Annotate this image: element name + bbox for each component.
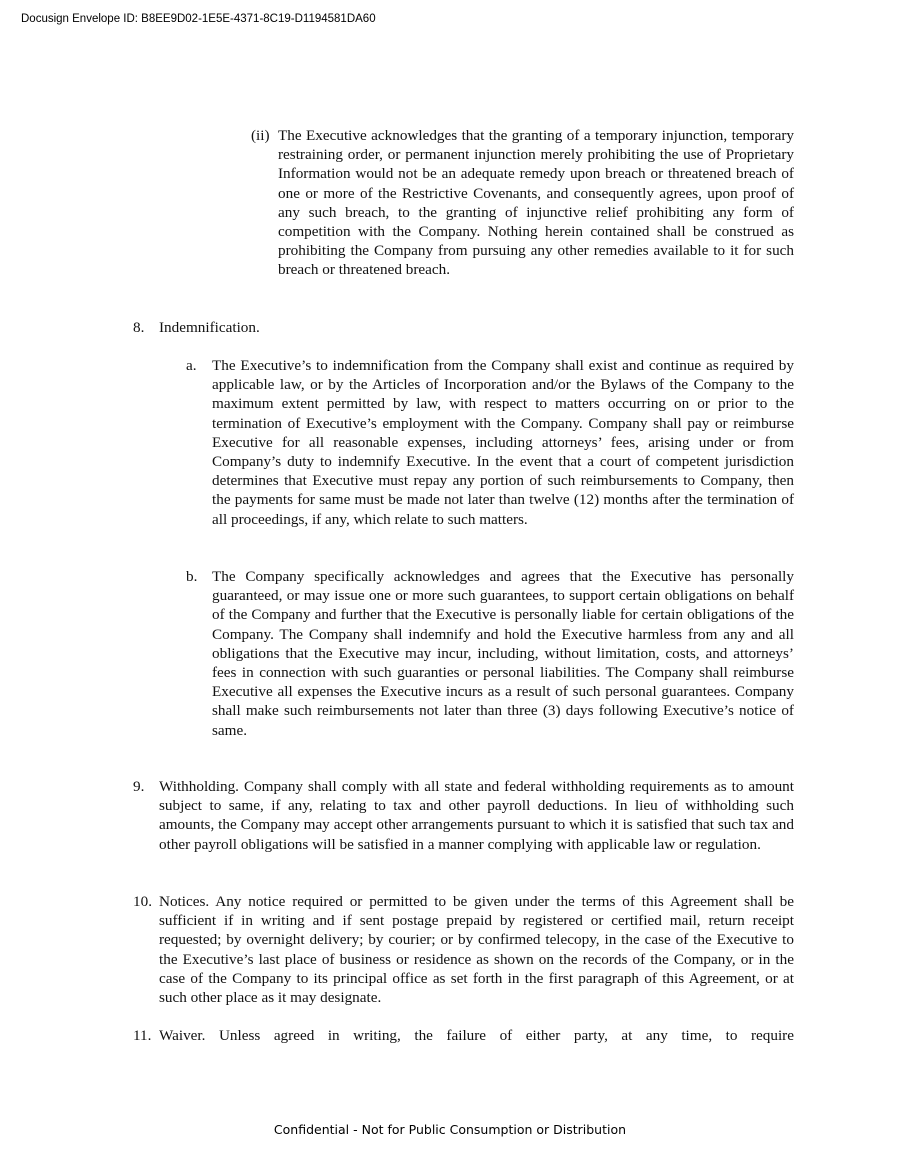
section-number: 10. (133, 893, 152, 910)
clause-text: The Executive acknowledges that the granting of a temporary injunction, temporary restraining order, or permanent injunction merely prohibiting the use of Proprietary Information would not be an adequate remedy upon breach or threatened breach of one or more of the Restrictive Covenants, and consequently agrees, upon proof of any such breach, to the granting of injunctive relief prohibiting any form of competition with the Company. Nothing herein contained shall be construed as prohibiting the Company from pursuing any other remedies available to it for such breach or threatened breach. (278, 127, 794, 279)
subsection-marker: b. (186, 568, 198, 585)
section-number: 11. (133, 1027, 152, 1044)
subsection-text: The Executive’s to indemnification from the Company shall exist and continue as required by applicable law, or by the Articles of Incorporation and/or the Bylaws of the Company to the maximum extent permitted by law, with respect to matters occurring on or prior to the termination of Executive’s employment with the Company. Company shall pay or reimburse Executive for all reasonable expenses, including attorneys’ fees, arising under or from Company’s duty to indemnify Executive. In the event that a court of competent jurisdiction determines that Executive must repay any portion of such reimbursements to Company, then the payments for same must be made not later than twelve (12) months after the termination of all proceedings, if any, which relate to such matters. (212, 357, 794, 528)
section-text: Notices. Any notice required or permitted to be given under the terms of this Agreement shall be sufficient if in writing and if sent postage prepaid by registered or certified mail, return receipt requested; by overnight delivery; by courier; or by confirmed telecopy, in the case of the Executive to the Executive’s last place of business or residence as shown on the records of the Company, or in the case of the Company to its principal office as set forth in the first paragraph of this Agreement, or at such other place as it may designate. (159, 893, 794, 1007)
confidential-footer: Confidential - Not for Public Consumption or Distribution (273, 1122, 627, 1137)
section-number: 8. (133, 319, 145, 336)
subsection-text: The Company specifically acknowledges and agrees that the Executive has personally guaranteed, or may issue one or more such guarantees, to support certain obligations on behalf of the Company and further that the Executive is personally liable for certain obligations of the Company. The Company shall indemnify and hold the Executive harmless from any and all obligations that the Executive may incur, including, without limitation, costs, and attorneys’ fees in connection with such guaranties or personal liabilities. The Company shall reimburse Executive all expenses the Executive incurs as a result of such personal guarantees. Company shall make such reimbursements not later than three (3) days following Executive’s notice of same. (212, 568, 794, 739)
section-text: Withholding. Company shall comply with all state and federal withholding requirements as to amount subject to same, if any, relating to tax and other payroll deductions. In lieu of withholding such amounts, the Company may accept other arrangements pursuant to which it is satisfied that such tax and other payroll obligations will be satisfied in a manner complying with applicable law or regulation. (159, 778, 794, 853)
envelope-id: Docusign Envelope ID: B8EE9D02-1E5E-4371-8C19-D1194581DA60 (21, 13, 376, 25)
section-title: Indemnification. (159, 319, 260, 336)
subsection-marker: a. (186, 357, 197, 374)
section-text: Waiver. Unless agreed in writing, the failure of either party, at any time, to require (159, 1027, 794, 1044)
clause-marker: (ii) (251, 127, 270, 144)
section-number: 9. (133, 778, 145, 795)
